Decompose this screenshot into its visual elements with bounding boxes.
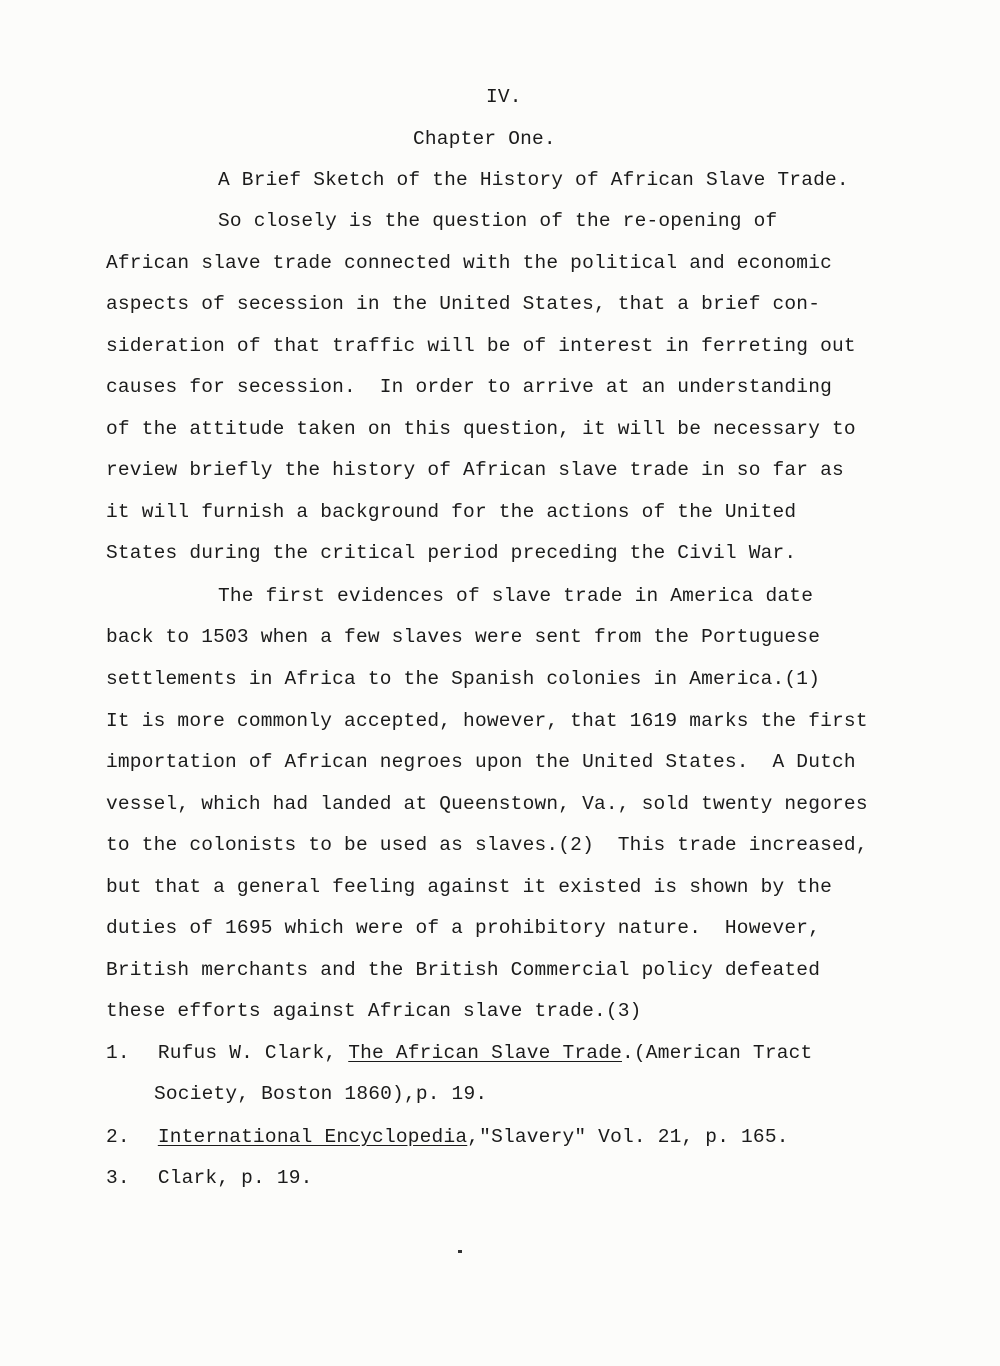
- text-line: it will furnish a background for the actions of the United: [106, 501, 797, 523]
- footnote-3: [106, 1169, 313, 1189]
- text-line: causes for secession. In order to arrive at an understanding: [106, 376, 833, 398]
- text-line: aspects of secession in the United States, that a brief con-: [106, 293, 821, 315]
- text-line: back to 1503 when a few slaves were sent from the Portuguese: [106, 626, 821, 648]
- text-line: of the attitude taken on this question, it will be necessary to: [106, 418, 856, 440]
- text-line: importation of African negroes upon the United States. A Dutch: [106, 751, 856, 773]
- page-number: IV.: [486, 86, 522, 108]
- text-line: these efforts against African slave trade.(3): [106, 1000, 642, 1022]
- text-line: The first evidences of slave trade in America date: [218, 585, 814, 607]
- text-line: duties of 1695 which were of a prohibitory nature. However,: [106, 917, 821, 939]
- text-line: So closely is the question of the re-opening of: [218, 210, 778, 232]
- chapter-title: A Brief Sketch of the History of African Slave Trade.: [218, 169, 849, 191]
- footnote-2: [106, 1128, 789, 1148]
- footnote-title: The African Slave Trade: [348, 1042, 622, 1064]
- footnote-number: 1.: [106, 1042, 130, 1064]
- footnote-number: 3.: [106, 1167, 130, 1189]
- footnote-author: Clark, p. 19.: [157, 1167, 313, 1189]
- text-line: settlements in Africa to the Spanish colonies in America.(1): [106, 668, 821, 690]
- footnote-author: Rufus W. Clark,: [157, 1042, 349, 1064]
- footnote-1: [106, 1044, 812, 1064]
- text-line: British merchants and the British Commercial policy defeated: [106, 959, 821, 981]
- footnote-rest: .(American Tract: [622, 1042, 813, 1064]
- text-line: African slave trade connected with the political and economic: [106, 252, 833, 274]
- text-line: review briefly the history of African slave trade in so far as: [106, 459, 844, 481]
- text-line: to the colonists to be used as slaves.(2) This trade increased,: [106, 834, 868, 856]
- footnote-1-continuation: Society, Boston 1860),p. 19.: [154, 1083, 488, 1105]
- text-line: vessel, which had landed at Queenstown, Va., sold twenty negores: [106, 793, 868, 815]
- footnote-title: International Encyclopedia: [157, 1126, 468, 1148]
- text-line: but that a general feeling against it existed is shown by the: [106, 876, 833, 898]
- chapter-heading: Chapter One.: [413, 128, 556, 150]
- text-line: It is more commonly accepted, however, that 1619 marks the first: [106, 710, 868, 732]
- text-line: sideration of that traffic will be of interest in ferreting out: [106, 335, 856, 357]
- text-line: States during the critical period preceding the Civil War.: [106, 542, 797, 564]
- footnote-rest: ,"Slavery" Vol. 21, p. 165.: [467, 1126, 789, 1148]
- stray-mark: [458, 1250, 462, 1253]
- footnote-number: 2.: [106, 1126, 130, 1148]
